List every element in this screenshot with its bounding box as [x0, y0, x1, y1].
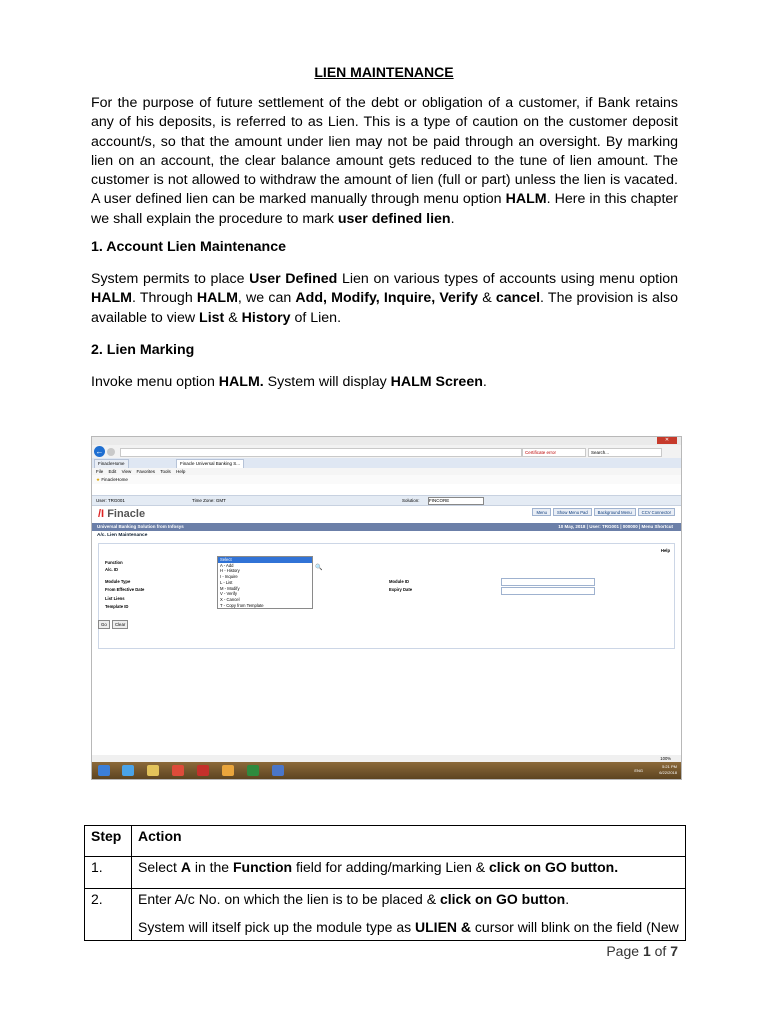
s1-b1: User Defined [249, 271, 338, 287]
dropdown-option[interactable]: M - Modify [220, 585, 240, 591]
menu-favorites[interactable]: Favorites [136, 469, 156, 474]
step-action: Select A in the Function field for adding/marking Lien & click on GO button. [132, 857, 686, 889]
intro-text-1: For the purpose of future settlement of the debt or obligation of a customer, if Bank retains any of his deposits, is referred to as Lien. This is a type of caution on the customer deposit account/s, so that the amount under lien may not be paid through an oversight. By marking lien on an account, the clear balance amount gets reduced to the tune of lien amount. The customer is not allowed to withdraw the amount of lien (full or part) unless the lien is vacated. A user defined lien can be marked manually through menu option [91, 95, 678, 208]
expiry-date-label: Expiry Date [389, 587, 413, 592]
banner [92, 523, 681, 531]
user-label: User: TRG001 [96, 498, 125, 503]
module-id-label: Module ID [389, 579, 410, 584]
steps-table [84, 825, 686, 941]
header-action: Action [132, 826, 686, 857]
start-icon[interactable] [98, 765, 110, 776]
s1-t4: , we can [237, 290, 296, 307]
go-button[interactable]: Go [98, 620, 110, 629]
clear-button[interactable]: Clear [112, 620, 128, 629]
ccv-connector-button[interactable]: CCV Connector [638, 508, 675, 516]
system-tray [659, 764, 677, 776]
s1-b3: HALM [196, 290, 238, 307]
section1-heading: 1. Account Lien Maintenance [91, 239, 286, 255]
browser-menu [92, 468, 681, 475]
folder-icon[interactable] [147, 765, 159, 776]
menu-edit[interactable]: Edit [108, 469, 117, 474]
chrome-icon[interactable] [172, 765, 184, 776]
intro-text-3: . [450, 210, 455, 227]
s2-b2: HALM Screen [390, 374, 483, 390]
expiry-date-field[interactable] [501, 587, 595, 595]
banner-text: Universal Banking Solution from Infosys [97, 524, 184, 529]
intro-text-2: . Here in this chapter we shall explain the procedure to mark [91, 191, 678, 227]
module-id-field[interactable] [501, 578, 595, 586]
header-step: Step [85, 826, 132, 857]
finacle-logo: /I Finacle [98, 508, 146, 520]
module-type-label: Module Type [105, 579, 131, 584]
dropdown-option[interactable]: Select [218, 557, 312, 563]
step-action: Enter A/c No. on which the lien is to be placed & click on GO button. System will itself pick up the module type as ULIEN & cursor will blink on the field (New [132, 889, 686, 941]
tab-finacle-universal[interactable]: Finacle Universal Banking S... [176, 459, 244, 469]
menu-button[interactable]: Menu [532, 508, 550, 516]
s1-t3: . Through [131, 290, 197, 307]
menu-file[interactable]: File [96, 469, 104, 474]
background-menu-button[interactable]: Background Menu [594, 508, 636, 516]
s1-t2: Lien on various types of accounts using menu option [337, 271, 679, 287]
function-dropdown[interactable] [217, 556, 313, 609]
url-input[interactable] [120, 448, 522, 457]
menu-tools[interactable]: Tools [160, 469, 171, 474]
forward-arrow-icon[interactable] [107, 448, 115, 456]
page-title: LIEN MAINTENANCE [314, 64, 454, 80]
s1-t6: . The provision is also available to view [91, 290, 678, 326]
solution-label: Solution: [402, 498, 420, 503]
page-footer: Page 1 of 7 [606, 943, 678, 959]
table-header-row [85, 826, 686, 857]
banner-right: 10 May, 2018 | User: TRG001 | 000000 | Menu Shortcut [558, 524, 673, 529]
dropdown-option[interactable]: V - Verify [220, 591, 237, 597]
dropdown-option[interactable]: X - Cancel [220, 596, 240, 602]
dropdown-option[interactable]: H - History [220, 568, 240, 574]
section1-paragraph [91, 270, 678, 328]
nav-buttons [532, 508, 675, 516]
dropdown-option[interactable]: I - Inquire [220, 574, 238, 580]
tray-date: 6/22/2018 [659, 770, 677, 775]
function-label: Function [105, 560, 123, 565]
certificate-error[interactable]: Certificate error [522, 448, 586, 457]
word-icon[interactable] [272, 765, 284, 776]
dropdown-option[interactable]: L - List [220, 579, 233, 585]
search-icon[interactable]: 🔍 [315, 565, 323, 571]
step-number: 2. [85, 889, 132, 941]
table-row [85, 857, 686, 889]
browser-address-bar [92, 445, 681, 458]
section2-paragraph [91, 373, 678, 392]
excel-icon[interactable] [247, 765, 259, 776]
breadcrumb: A/c. Lien Maintenance [97, 533, 148, 538]
from-date-label: From Effective Date [105, 587, 145, 592]
favorites-bar [92, 475, 681, 484]
s2-t1: Invoke menu option [91, 374, 219, 390]
menu-help[interactable]: Help [176, 469, 186, 474]
star-icon: ★ [96, 477, 101, 482]
table-row [85, 889, 686, 941]
favorite-link[interactable]: FinacleHome [101, 477, 128, 482]
intro-paragraph [91, 94, 678, 229]
dropdown-option[interactable]: T - Copy from Template [220, 602, 264, 608]
show-menu-pad-button[interactable]: Show Menu Pad [553, 508, 592, 516]
s1-b7: History [241, 309, 291, 326]
tab-finaclehome[interactable]: FinacleHome [94, 459, 129, 469]
s1-b4: Add, Modify, Inquire, Verify [295, 290, 478, 307]
menu-view[interactable]: View [121, 469, 132, 474]
s2-t2: System will display [263, 374, 391, 390]
browser-titlebar [92, 437, 681, 445]
s1-t1: System permits to place [91, 271, 250, 287]
s2-t3: . [482, 374, 487, 390]
back-arrow-icon[interactable]: ← [95, 447, 104, 456]
ie-icon[interactable] [122, 765, 134, 776]
intro-halm: HALM [505, 191, 547, 208]
section2-heading: 2. Lien Marking [91, 342, 195, 358]
zoom-level[interactable]: 100% [660, 756, 671, 761]
outlook-icon[interactable] [222, 765, 234, 776]
tray-lang: ENG [634, 768, 643, 773]
browser-tabs [92, 458, 681, 468]
list-liens-label: List Liens [105, 596, 125, 601]
browser-statusbar [92, 755, 681, 762]
s1-t8: of Lien. [290, 309, 342, 326]
finacle-header [92, 508, 681, 520]
s1-b6: List [199, 309, 225, 326]
app-icon[interactable] [197, 765, 209, 776]
user-bar [92, 495, 681, 506]
timezone-label: Time Zone: GMT [192, 498, 226, 503]
s1-t7: & [224, 309, 242, 326]
step-number: 1. [85, 857, 132, 889]
help-link[interactable]: Help [660, 548, 670, 553]
tray-time: 5:21 PM [662, 764, 677, 769]
windows-taskbar [92, 762, 681, 779]
s1-t5: & [478, 290, 496, 307]
halm-screenshot [91, 436, 682, 780]
lien-form [98, 543, 675, 649]
s1-b2: HALM [91, 290, 132, 307]
dropdown-option[interactable]: A - Add [220, 562, 234, 568]
intro-udl: user defined lien [337, 210, 451, 227]
acid-label: A/c. ID [105, 567, 119, 572]
s1-b5: cancel [495, 290, 541, 307]
window-controls-icon: ✕ [657, 437, 677, 444]
browser-search-input[interactable]: Search... [588, 448, 662, 457]
s2-b1: HALM. [218, 374, 264, 390]
solution-select[interactable]: FINCORE [428, 497, 484, 505]
template-id-label: Template ID [105, 604, 129, 609]
